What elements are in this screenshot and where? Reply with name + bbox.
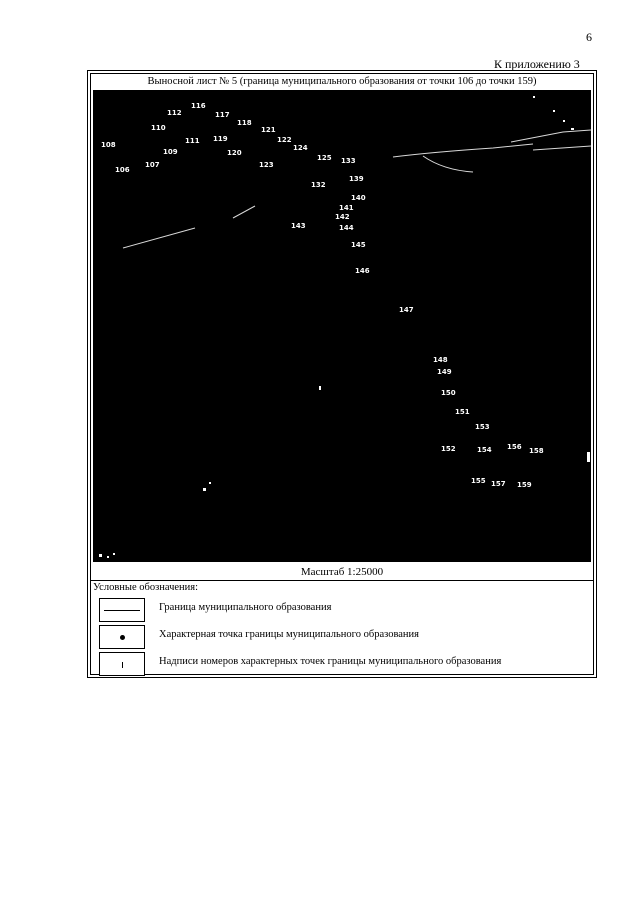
speckle — [571, 128, 574, 130]
point-label-125: 125 — [317, 154, 332, 162]
legend-title: Условные обозначения: — [93, 582, 199, 593]
point-label-155: 155 — [471, 477, 486, 485]
legend-item-point — [99, 625, 569, 649]
point-label-154: 154 — [477, 446, 492, 454]
map-sheet-frame — [90, 73, 594, 675]
point-label-117: 117 — [215, 111, 230, 119]
speckle — [587, 452, 590, 462]
point-label-146: 146 — [355, 267, 370, 275]
speckle — [107, 556, 109, 558]
point-label-112: 112 — [167, 109, 182, 117]
point-label-133: 133 — [341, 157, 356, 165]
point-label-144: 144 — [339, 224, 354, 232]
road-line-west-2 — [233, 206, 255, 218]
road-line-east — [393, 144, 533, 157]
map-sheet — [87, 70, 597, 678]
point-label-132: 132 — [311, 181, 326, 189]
legend-symbol-box — [99, 625, 145, 649]
point-label-124: 124 — [293, 144, 308, 152]
point-label-layer — [101, 102, 544, 489]
speckle — [319, 386, 321, 390]
speckle — [113, 553, 115, 555]
speckle — [203, 488, 206, 491]
speckle — [563, 120, 565, 122]
map-area[interactable] — [93, 90, 591, 562]
point-label-152: 152 — [441, 445, 456, 453]
point-label-118: 118 — [237, 119, 252, 127]
legend-item-label — [99, 652, 569, 676]
appendix-label: К приложению 3 — [494, 57, 580, 71]
speckle — [553, 110, 555, 112]
point-label-142: 142 — [335, 213, 350, 221]
point-label-141: 141 — [339, 204, 354, 212]
legend-label: Надписи номеров характерных точек границы муниципального образования — [159, 656, 502, 667]
point-label-158: 158 — [529, 447, 544, 455]
point-label-140: 140 — [351, 194, 366, 202]
point-label-116: 116 — [191, 102, 206, 110]
road-line-far-east-2 — [533, 146, 591, 150]
point-label-157: 157 — [491, 480, 506, 488]
legend-item-boundary — [99, 598, 569, 622]
point-label-139: 139 — [349, 175, 364, 183]
point-label-150: 150 — [441, 389, 456, 397]
point-label-143: 143 — [291, 222, 306, 230]
point-label-122: 122 — [277, 136, 292, 144]
point-label-149: 149 — [437, 368, 452, 376]
point-label-119: 119 — [213, 135, 228, 143]
point-label-121: 121 — [261, 126, 276, 134]
legend-label: Граница муниципального образования — [159, 602, 332, 613]
legend-symbol-box — [99, 598, 145, 622]
point-label-148: 148 — [433, 356, 448, 364]
speckle — [99, 554, 102, 557]
dot-icon — [120, 635, 125, 640]
point-label-109: 109 — [163, 148, 178, 156]
legend-symbol-box — [99, 652, 145, 676]
speckle — [209, 482, 211, 484]
speckle — [533, 96, 535, 98]
point-label-153: 153 — [475, 423, 490, 431]
point-label-120: 120 — [227, 149, 242, 157]
road-line-far-east — [511, 130, 591, 142]
point-label-110: 110 — [151, 124, 166, 132]
point-label-159: 159 — [517, 481, 532, 489]
point-label-151: 151 — [455, 408, 470, 416]
point-label-107: 107 — [145, 161, 160, 169]
point-label-106: 106 — [115, 166, 130, 174]
point-label-123: 123 — [259, 161, 274, 169]
map-canvas — [93, 90, 591, 562]
point-label-111: 111 — [185, 137, 200, 145]
point-label-145: 145 — [351, 241, 366, 249]
sheet-title: Выносной лист № 5 (граница муниципального образования от точки 106 до точки 159) — [147, 76, 537, 87]
legend-label: Характерная точка границы муниципального образования — [159, 629, 419, 640]
road-line-west — [123, 228, 195, 248]
tick-icon — [122, 662, 123, 668]
point-label-156: 156 — [507, 443, 522, 451]
point-label-147: 147 — [399, 306, 414, 314]
scale-label: Масштаб 1:25000 — [91, 564, 593, 581]
page-number: 6 — [586, 30, 592, 44]
point-label-108: 108 — [101, 141, 116, 149]
road-curve-east — [423, 156, 473, 172]
line-icon — [104, 610, 140, 611]
map-linework — [123, 130, 591, 248]
